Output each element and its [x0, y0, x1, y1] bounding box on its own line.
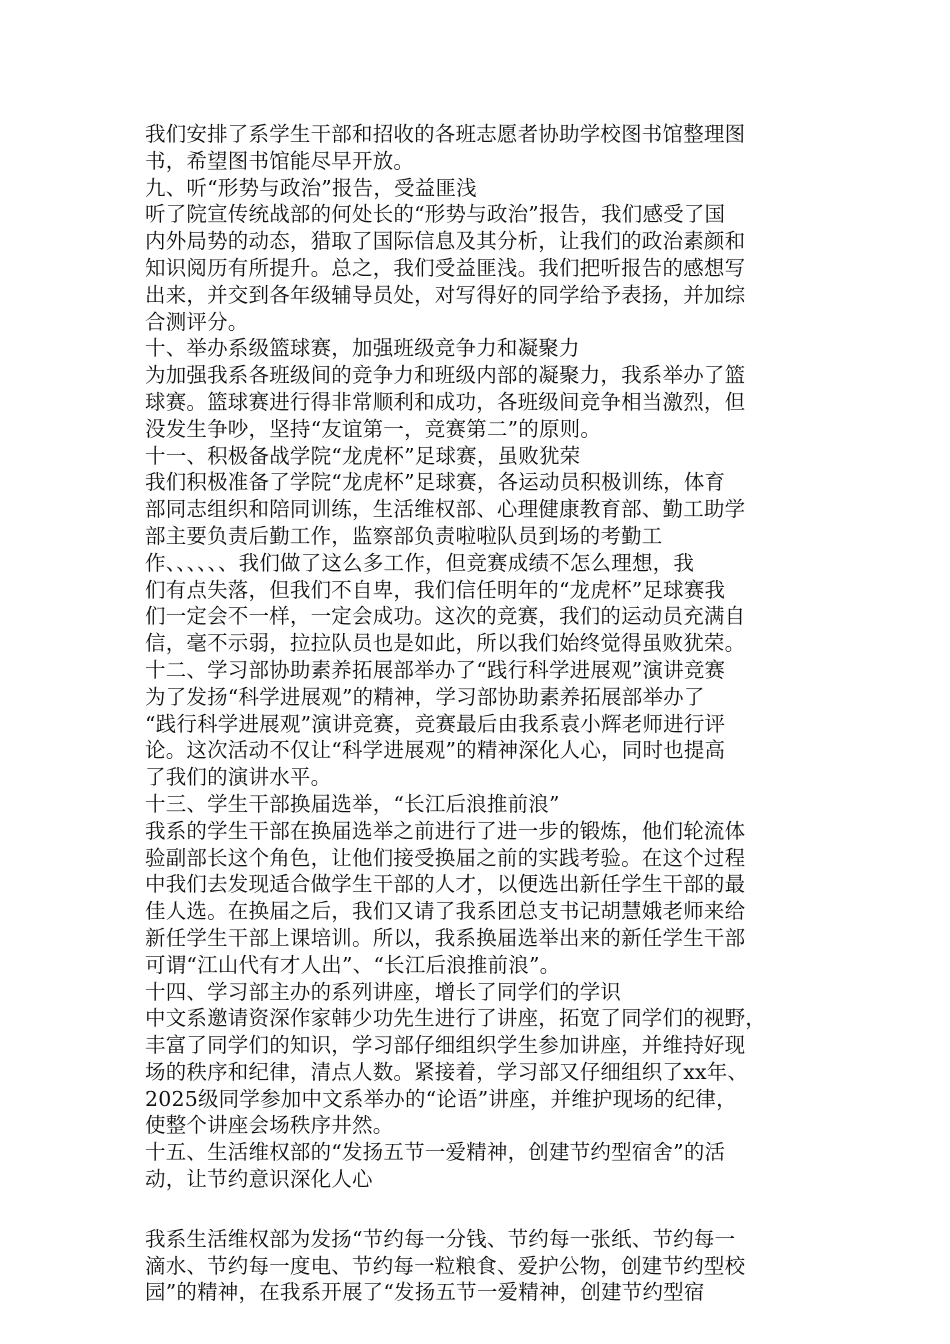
text-line: 论。这次活动不仅让“科学进展观”的精神深化人心，同时也提高: [145, 738, 726, 763]
text-line: 出来，并交到各年级辅导员处，对写得好的同学给予表扬，并加综: [145, 282, 746, 307]
section-heading: 十二、学习部协助素养拓展部举办了“践行科学进展观”演讲竞赛: [145, 657, 726, 682]
section-heading: 十一、积极备战学院“龙虎杯”足球赛，虽败犹荣: [145, 443, 581, 468]
text-line: 没发生争吵，坚持“友谊第一，竞赛第二”的原则。: [145, 416, 602, 441]
text-line: 使整个讲座会场秩序井然。: [145, 1113, 394, 1138]
text-line: 书，希望图书馆能尽早开放。: [145, 148, 415, 173]
text-line: 部同志组织和陪同训练，生活维权部、心理健康教育部、勤工助学: [145, 497, 746, 522]
section-heading: 十四、学习部主办的系列讲座，增长了同学们的学识: [145, 979, 622, 1004]
section-heading: 九、听“形势与政治”报告，受益匪浅: [145, 175, 477, 200]
text-line: 2025级同学参加中文系举办的“论语”讲座，并维护现场的纪律，: [145, 1086, 737, 1111]
text-line: 们有点失落，但我们不自卑，我们信任明年的“龙虎杯”足球赛我: [145, 577, 726, 602]
text-line: 听了院宣传统战部的何处长的“形势与政治”报告，我们感受了国: [145, 202, 726, 227]
text-line: 知识阅历有所提升。总之，我们受益匪浅。我们把听报告的感想写: [145, 255, 746, 280]
text-line: 们一定会不一样，一定会成功。这次的竞赛，我们的运动员充满自: [145, 604, 746, 629]
text-line: 可谓“江山代有才人出”、“长江后浪推前浪”。: [145, 952, 561, 977]
text-line: 我们积极准备了学院“龙虎杯”足球赛，各运动员积极训练，体育: [145, 470, 726, 495]
text-line: 部主要负责后勤工作，监察部负责啦啦队员到场的考勤工: [145, 523, 663, 548]
text-line: 内外局势的动态，猎取了国际信息及其分析，让我们的政治素颜和: [145, 229, 746, 254]
text-line: 球赛。篮球赛进行得非常顺利和成功，各班级间竞争相当激烈，但: [145, 389, 746, 414]
text-line: 园”的精神，在我系开展了“发扬五节一爱精神，创建节约型宿: [145, 1280, 705, 1305]
text-line: 了我们的演讲水平。: [145, 765, 332, 790]
section-heading: 十三、学生干部换届选举，“长江后浪推前浪”: [145, 791, 560, 816]
text-line: 我系生活维权部为发扬“节约每一分钱、节约每一张纸、节约每一: [145, 1226, 736, 1251]
text-line: 中我们去发现适合做学生干部的人才，以便选出新任学生干部的最: [145, 872, 746, 897]
text-line: 滴水、节约每一度电、节约每一粒粮食、爱护公物，创建节约型校: [145, 1253, 746, 1278]
text-line: 场的秩序和纪律，清点人数。紧接着，学习部又仔细组织了xx年、: [145, 1059, 749, 1084]
text-line: 我们安排了系学生干部和招收的各班志愿者协助学校图书馆整理图: [145, 122, 746, 146]
section-heading: 十五、生活维权部的“发扬五节一爱精神，创建节约型宿舍”的活: [145, 1140, 726, 1165]
section-heading: 动，让节约意识深化人心: [145, 1167, 373, 1192]
text-line: 我系的学生干部在换届选举之前进行了进一步的锻炼，他们轮流体: [145, 818, 746, 843]
text-line: 佳人选。在换届之后，我们又请了我系团总支书记胡慧娥老师来给: [145, 899, 746, 924]
text-line: 丰富了同学们的知识，学习部仔细组织学生参加讲座，并维持好现: [145, 1033, 746, 1058]
document-body: [145, 121, 810, 1306]
text-line: 作、、、、、、我们做了这么多工作，但竞赛成绩不怎么理想，我: [145, 550, 695, 575]
section-heading: 十、举办系级篮球赛，加强班级竞争力和凝聚力: [145, 336, 580, 361]
text-line: 中文系邀请资深作家韩少功先生进行了讲座，拓宽了同学们的视野，: [145, 1006, 766, 1031]
text-line: 合测评分。: [145, 309, 249, 334]
text-line: 为加强我系各班级间的竞争力和班级内部的凝聚力，我系举办了篮: [145, 363, 746, 388]
text-line: 验副部长这个角色，让他们接受换届之前的实践考验。在这个过程: [145, 845, 746, 870]
blank-line: [145, 1193, 810, 1226]
text-line: 新任学生干部上课培训。所以，我系换届选举出来的新任学生干部: [145, 925, 746, 950]
text-line: 为了发扬“科学进展观”的精神，学习部协助素养拓展部举办了: [145, 684, 705, 709]
text-line: “践行科学进展观”演讲竞赛，竞赛最后由我系袁小辉老师进行评: [145, 711, 726, 736]
text-line: 信，毫不示弱，拉拉队员也是如此，所以我们始终觉得虽败犹荣。: [145, 631, 746, 656]
